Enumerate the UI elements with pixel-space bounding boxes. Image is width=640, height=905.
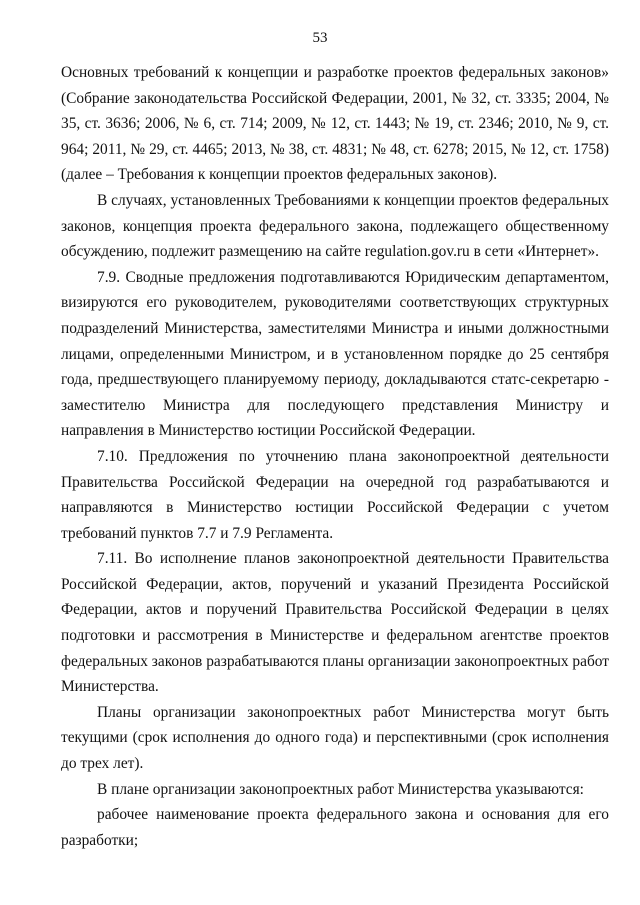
paragraph-plan-item-working-title: рабочее наименование проекта федерального закона и основания для его разработки; — [61, 806, 609, 849]
document-body — [61, 60, 609, 853]
paragraph-7-11: 7.11. Во исполнение планов законопроектной деятельности Правительства Российской Федерации, актов, поручений и указаний Президента Российской Федерации, актов и поручений Правительства Российской Федерации в целях подготовки и рассмотрения в Министерстве и федеральном агентстве проектов федеральных законов разрабатываются планы организации законопроектных работ Министерства. — [61, 550, 609, 696]
page-number: 53 — [312, 30, 328, 46]
paragraph-7-10: 7.10. Предложения по уточнению плана законопроектной деятельности Правительства Российской Федерации на очередной год разрабатываются и направляются в Министерство юстиции Российской Федерации с учетом требований пунктов 7.7 и 7.9 Регламента. — [61, 447, 609, 542]
paragraph-citation-continuation: Основных требований к концепции и разработке проектов федеральных законов» (Собрание законодательства Российской Федерации, 2001, № 32, ст. 3335; 2004, № 35, ст. 3636; 2006, № 6, ст. 714; 2009, № 12, ст. 1443; № 19, ст. 2346; 2010, № 9, ст. 964; 2011, № 29, ст. 4465; 2013, № 38, ст. 4831; № 48, ст. 6278; 2015, № 12, ст. 1758) (далее – Требования к концепции проектов федеральных законов). — [61, 64, 609, 184]
paragraph-concept-publication: В случаях, установленных Требованиями к концепции проектов федеральных законов, концепция проекта федерального закона, подлежащего общественному обсуждению, подлежит размещению на сайте regulation.gov.ru в сети «Интернет». — [61, 191, 609, 261]
paragraph-7-9: 7.9. Сводные предложения подготавливаются Юридическим департаментом, визируются его руководителем, руководителями соответствующих структурных подразделений Министерства, заместителями Министра и иными должностными лицами, определенными Министром, и в установленном порядке до 25 сентября года, предшествующего планируемому периоду, докладываются статс-секретарю - заместителю Министра для последующего представления Министру и направления в Министерство юстиции Российской Федерации. — [61, 268, 609, 440]
paragraph-plan-contents: В плане организации законопроектных работ Министерства указываются: — [97, 780, 584, 798]
paragraph-plan-types: Планы организации законопроектных работ Министерства могут быть текущими (срок исполнения до одного года) и перспективными (срок исполнения до трех лет). — [61, 703, 609, 773]
